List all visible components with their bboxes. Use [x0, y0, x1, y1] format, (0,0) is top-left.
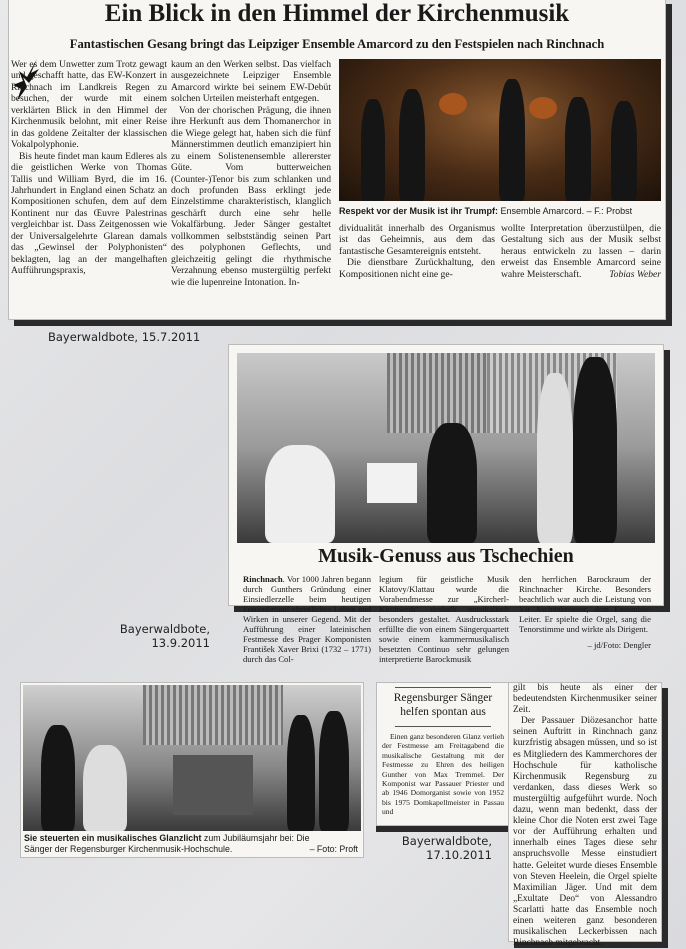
paragraph: kaum an den Werken selbst. Das vielfach ausgezeichnete Leipziger Ensemble Amarcord wirkte bei seinem EW-Debüt solchen Urteilen meisterhaft entgegen.	[171, 59, 331, 105]
article-title: Ein Blick in den Himmel der Kirchenmusik	[104, 0, 570, 27]
article-subtitle: Fantastischen Gesang bringt das Leipziger Ensemble Amarcord zu den Festspielen nach Rinchnach	[69, 37, 605, 51]
article-col-1	[382, 732, 504, 817]
paragraph: Wer es dem Unwetter zum Trotz gewagt und geschafft hatte, das EW-Konzert in Rinchnach im Landkreis Regen zu besuchen, der wurde mit einem verklärten Blick in den Himmel der Kirchenmusik belohnt, mit einer Reise in das goldene Zeitalter der klassischen Vokalpolyphonie.	[11, 59, 167, 151]
caption-bold: Sie steuerten ein musikalisches Glanzlicht	[24, 833, 202, 843]
article-headline: Regensburger Sänger helfen spontan aus	[393, 692, 493, 718]
article-col-3	[339, 223, 495, 280]
article-col-2	[379, 574, 509, 664]
paragraph: Die dienstbare Zurückhaltung, den Kompositionen nicht eine ge-	[339, 257, 495, 280]
paragraph: Bis heute findet man kaum Edleres als die geistlichen Werke von Thomas Tallis und William Byrd, die im 16. Jahrhundert in England einen Schatz an Kompositionen schufen, dem auf dem Kontinent nur das Œuvre Palestrinas vergleichbar ist. Dass Zeitgenossen wie der Universalgelehrte Glarean damals das „Gewinsel der Polyphonisten“ beklagten, lag an der mangelhaften Aufführungspraxis,	[11, 150, 167, 277]
article-regensburg-right	[508, 682, 662, 949]
source-name: Bayerwaldbote,	[119, 622, 210, 636]
source-label: Bayerwaldbote, 15.7.2011	[48, 330, 201, 344]
photo-box-regensburg	[20, 682, 364, 858]
photo-collegium-klatovy	[237, 353, 655, 543]
paragraph: Einen ganz besonderen Glanz verlieh der Festmesse am Freitagabend die musikalische Gestaltung mit der Festmesse zu Ehren des heiligen Gunther von Max Tremmel. Der Komponist war Passauer Priester und ab 1946 Domorganist sowie von 1952 bis 1975 Domkapellmeister in Passau und	[382, 732, 504, 817]
article-headline: Musik-Genuss aus Tschechien	[318, 545, 574, 567]
source-label	[392, 834, 492, 862]
paragraph: wollte Interpretation überzustülpen, die Gestaltung sich aus der Musik selbst heraus entwickeln zu lassen – darin erweist das Ensemble Amarcord seine wahre Meisterschaft.	[501, 223, 661, 280]
source-name: Bayerwaldbote,	[401, 834, 492, 848]
dateline: Rinchnach	[243, 574, 283, 584]
source-date: 13.9.2011	[151, 636, 210, 650]
photo-caption	[339, 206, 632, 216]
paragraph: den herrlichen Barockraum der Rinchnacher Kirche. Besonders beachtlich war auch die Leistung von Vít Aschenbrenner, dem Ensemble-Leiter. Er spielte die Orgel, sang die Tenorstimme und wirkte als Dirigent.	[519, 574, 651, 634]
article-amarcord	[8, 0, 666, 320]
article-col-1	[11, 59, 167, 277]
article-col-2	[171, 59, 331, 288]
paragraph: Von der chorischen Prägung, die ihnen ihre Herkunft aus dem Thomanerchor in die Wiege gelegt hat, haben sich die fünf Männerstimmen deutlich emanzipiert hin zu einem Solistenensemble allererster Güte. Vom butterweichen (Counter-)Tenor bis zum schlanken und doch profunden Bass erklingt jede Einzelstimme charakteristisch, klanglich geschärft durch eine sehr helle Vokalfärbung. Jeder Sänger gestaltet vollkommen selbstständig seinen Part des polyphonen Geflechts, und gleichzeitig gelingt die rhythmische Verzahnung ebenso mustergültig perfekt wie die lupenreine Intonation. In-	[171, 104, 331, 288]
article-tschechien	[228, 344, 664, 664]
paragraph: legium für geistliche Musik Klatovy/Klattau wurde die Vorabendmesse zur „Kircherl-Kirchweih“ deshalb musikalisch besonders gestaltet. Ausdrucksstark erfüllte die von einem Sängerquartett sowie einem kammermusikalisch besetzten Continuo sehr gelungen interpretierte Barockmusik	[379, 574, 509, 664]
article-regensburg-left	[376, 682, 510, 826]
photo-credit: – jd/Foto: Dengler	[587, 640, 651, 650]
caption-bold: Respekt vor der Musik ist ihr Trumpf:	[339, 206, 499, 216]
paragraph	[243, 574, 371, 664]
author: Tobias Weber	[609, 269, 661, 281]
article-col-1	[243, 574, 371, 664]
paragraph: Der Passauer Diözesanchor hatte seinen Auftritt in Rinchnach ganz kurzfristig absagen müssen, und so ist es Mitgliedern des Kammerchores der Hochschule für katholische Kirchenmusik Regensburg zu verdanken, dass dieses Werk so mustergültig aufgeführt wurde. Noch dazu, wenn man bedenkt, dass der kleine Chor die Noten erst zwei Tage vor der Aufführung erhalten und innerhalb eines Tages diese sehr anspruchsvolle Messe einstudiert hatte. Geleitet wurde dieses Ensemble von Steven Heelein, die Orgel spielte Maximilian Jäger. Und mit dem „Exultate Deo“ von Alessandro Scarlatti hatte das Ensemble noch einen weiteren ganz besonderen musikalischen Leckerbissen nach Rinchnach mitgebracht.	[513, 716, 657, 949]
paragraph: gilt bis heute als einer der bedeutendsten Kirchenmusiker seiner Zeit.	[513, 683, 657, 716]
caption-text: Ensemble Amarcord. – F.: Probst	[498, 206, 633, 216]
caption-text: Sänger der Regensburger Kirchenmusik-Hochschule.	[24, 844, 233, 854]
article-col-3	[519, 574, 651, 650]
photo-regensburg-singers	[23, 685, 361, 831]
caption-text: zum Jubiläumsjahr bei: Die	[201, 833, 310, 843]
source-date: 17.10.2011	[426, 848, 492, 862]
photo-caption	[24, 833, 358, 855]
photo-credit: – Foto: Proft	[309, 844, 358, 854]
photo-ensemble-amarcord	[339, 59, 661, 201]
source-label	[110, 622, 210, 650]
article-col-4	[501, 223, 661, 281]
article-col-2	[513, 683, 657, 949]
paragraph: dividualität innerhalb des Organismus ist das Geheimnis, aus dem das fantastische Gesamtereignis entsteht.	[339, 223, 495, 257]
paragraph-text: . Vor 1000 Jahren begann durch Gunthers Gründung einer Einsiedlerzelle beim heutigen Frauenbrünnl christliches Leben und Wirken in unserer Gegend. Mit der Aufführung einer lateinischen Festmesse des Prager Komponisten František Xaver Brixi (1732 – 1771) durch das Col-	[243, 574, 371, 664]
